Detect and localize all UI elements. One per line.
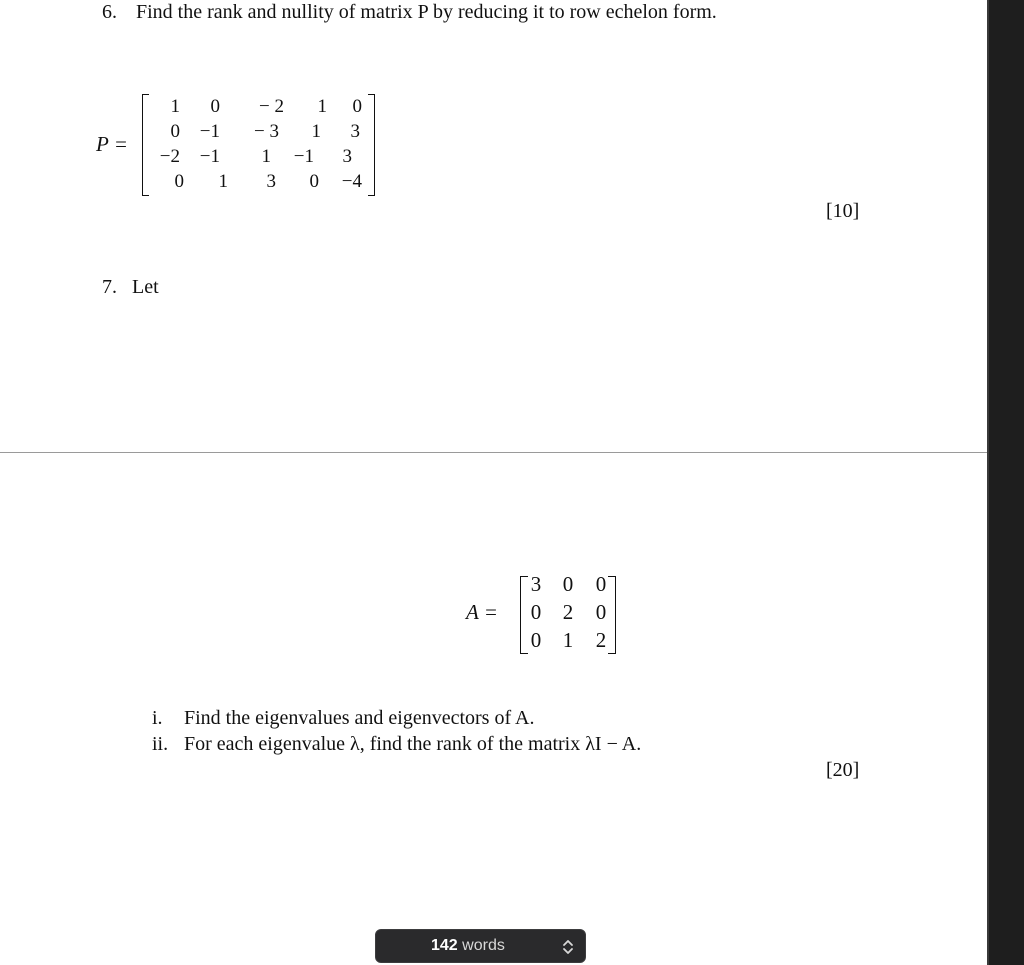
right-sidebar xyxy=(987,0,1024,965)
matrix-p-cell: 3 xyxy=(350,121,360,142)
word-count-value: 142 xyxy=(431,937,458,954)
q6-number: 6. xyxy=(102,1,117,23)
matrix-a-cell: 0 xyxy=(595,572,607,596)
word-count-button[interactable] xyxy=(375,929,586,963)
matrix-p-cell: 1 xyxy=(218,171,228,192)
page-break-divider xyxy=(0,452,987,453)
right-sidebar-edge xyxy=(987,0,989,965)
q6-marks: [10] xyxy=(826,200,860,222)
word-count-label xyxy=(431,937,505,955)
matrix-p-cell: 0 xyxy=(170,121,180,142)
matrix-a xyxy=(520,574,630,658)
q7-number: 7. xyxy=(102,276,117,298)
q7-part-text: Find the eigenvalues and eigenvectors of A. xyxy=(184,707,535,729)
matrix-a-cell: 1 xyxy=(562,628,574,652)
q7-part-label: ii. xyxy=(152,733,169,755)
matrix-a-label: A = xyxy=(466,600,498,624)
q6-prompt: Find the rank and nullity of matrix P by reducing it to row echelon form. xyxy=(136,1,717,23)
matrix-a-cell: 0 xyxy=(530,628,542,652)
matrix-p-cell: 0 xyxy=(352,96,362,117)
matrix-p xyxy=(142,94,378,198)
q7-part-text: For each eigenvalue λ, find the rank of the matrix λI − A. xyxy=(184,733,642,755)
matrix-p-cell: −1 xyxy=(199,121,220,142)
matrix-p-cell: − 2 xyxy=(259,96,284,117)
q7-marks: [20] xyxy=(826,759,860,781)
matrix-p-cell: 0 xyxy=(210,96,220,117)
matrix-p-cell: −2 xyxy=(159,146,180,167)
matrix-p-cell: −1 xyxy=(199,146,220,167)
matrix-a-cell: 2 xyxy=(595,628,607,652)
matrix-p-cell: 0 xyxy=(309,171,319,192)
matrix-p-cell: −4 xyxy=(341,171,362,192)
matrix-p-cell: 3 xyxy=(342,146,352,167)
matrix-a-cell: 0 xyxy=(595,600,607,624)
matrix-p-cell: 0 xyxy=(174,171,184,192)
matrix-p-right-bracket xyxy=(368,94,375,196)
matrix-p-cell: 1 xyxy=(261,146,271,167)
matrix-p-cell: 1 xyxy=(311,121,321,142)
matrix-p-cell: − 3 xyxy=(254,121,279,142)
matrix-p-cell: 3 xyxy=(266,171,276,192)
matrix-p-cell: 1 xyxy=(317,96,327,117)
q7-prompt: Let xyxy=(132,276,159,298)
chevron-up-down-icon xyxy=(561,937,575,957)
matrix-p-label: P = xyxy=(96,132,128,156)
matrix-p-cell: −1 xyxy=(293,146,314,167)
matrix-a-cell: 0 xyxy=(562,572,574,596)
matrix-a-cell: 2 xyxy=(562,600,574,624)
matrix-a-cell: 0 xyxy=(530,600,542,624)
matrix-p-cell: 1 xyxy=(170,96,180,117)
q7-part-label: i. xyxy=(152,707,163,729)
matrix-a-cell: 3 xyxy=(530,572,542,596)
word-count-unit: words xyxy=(462,937,505,954)
